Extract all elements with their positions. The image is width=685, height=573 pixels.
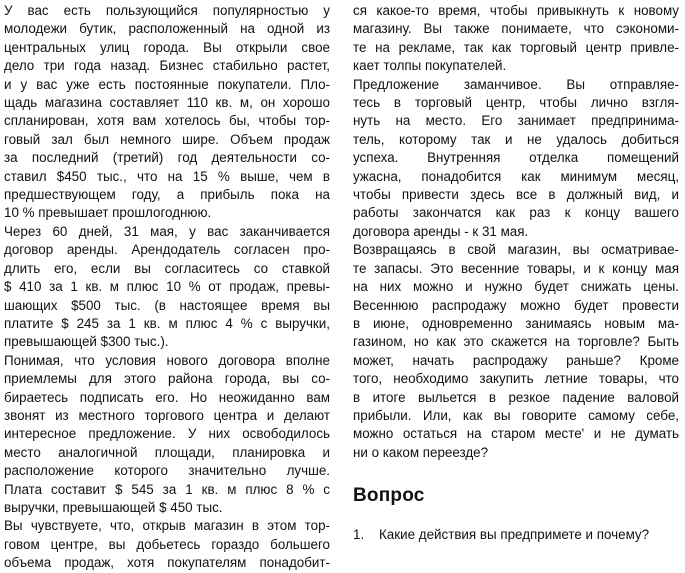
text-line: молодежи бутик, расположенный на одной из — [4, 21, 330, 37]
text-line: спланирован, хотя вам хотелось бы, чтобы тор- — [4, 113, 330, 129]
text-line: успеха. Внутренняя отделка помещений — [353, 150, 679, 166]
text-line: щадь магазина составляет 110 кв. м, он хорошо — [4, 95, 330, 111]
text-line: газином, но как это скажется на торговле? Быть — [353, 334, 679, 350]
text-line: $ 410 за 1 кв. м плюс 10 % от продаж, превы- — [4, 279, 330, 295]
left-text-column — [4, 2, 330, 573]
text-line: работы закончатся как раз к концу вашего — [353, 205, 679, 221]
right-text-column — [353, 2, 679, 462]
question-text: Какие действия вы предпримете и почему? — [379, 527, 650, 542]
text-line: превышающей $300 тыс.). — [4, 334, 169, 350]
text-line: У вас есть пользующийся популярностью у — [4, 3, 330, 18]
question-number: 1. — [353, 527, 365, 542]
text-line: говый зал был немного шире. Объем продаж — [4, 131, 330, 147]
text-line: того, необходимо закупить летние товары, что — [353, 371, 679, 387]
text-line: дело три года назад. Бизнес стабильно растет, — [4, 58, 330, 74]
text-line: Понимая, что условия нового договора вполне — [4, 352, 330, 368]
text-line: нуть на место. Его занимает предпринима- — [353, 113, 679, 129]
text-line: Предложение заманчивое. Вы отправляе- — [353, 76, 679, 92]
text-line: на них можно и нужно будет снижать цены. — [353, 279, 679, 295]
text-line: ставил $450 тыс., что на 15 % выше, чем в — [4, 168, 330, 184]
text-line: прибыли. Или, как вы говорите самому себе, — [353, 407, 679, 423]
question-item — [353, 526, 679, 544]
text-line: приемлемы для этого района города, вы со- — [4, 371, 330, 387]
text-line: в июне, одновременно занимаясь новым ма- — [353, 315, 679, 331]
text-line: интересное предложение. У них освободилось — [4, 426, 330, 442]
text-line: те на рекламе, так как торговый центр привле- — [353, 39, 679, 55]
text-line: и у вас уже есть постоянные покупатели. Пло- — [4, 76, 330, 92]
text-line: предшествующем году, а прибыль пока на — [4, 187, 330, 203]
text-line: в итоге выльется в резкое падение валовой — [353, 389, 679, 405]
text-line: ужасна, понадобится как минимум месяц, — [353, 168, 679, 184]
text-line: те запасы. Это весенние товары, и к концу мая — [353, 260, 679, 276]
text-line: шающих $500 тыс. (в настоящее время вы — [4, 297, 330, 313]
text-line: договор аренды. Арендодатель согласен про- — [4, 242, 330, 258]
text-line: чтобы привести здесь все в должный вид, и — [353, 187, 679, 203]
text-line: ни о каком переезде? — [353, 444, 489, 460]
text-line: Плата составит $ 545 за 1 кв. м плюс 8 % с — [4, 481, 330, 497]
text-line: тесь в торговый центр, чтобы лично взгля- — [353, 95, 679, 111]
text-line: выручки, превышающей $ 450 тыс. — [4, 499, 223, 515]
text-line: расположение которого значительно лучше. — [4, 463, 330, 479]
text-line: длить его, если вы согласитесь со ставкой — [4, 260, 330, 276]
text-line: можно остаться на старом месте' и не думать — [353, 426, 679, 442]
text-line: договора аренды - к 31 мая. — [353, 223, 529, 239]
text-line: звонят из местного торгового центра и делают — [4, 407, 330, 423]
text-line: магазину. Вы также понимаете, что сэкономи- — [353, 21, 679, 37]
text-line: объема продаж, хотя покупателям понадобит- — [4, 555, 330, 571]
question-heading: Вопрос — [353, 485, 425, 506]
text-line: центральных улиц города. Вы открыли свое — [4, 39, 330, 55]
text-line: 10 % превышает прошлогоднюю. — [4, 205, 212, 221]
text-line: Весеннюю распродажу можно будет провести — [353, 297, 679, 313]
text-line: место аналогичной площади, планировка и — [4, 444, 330, 460]
text-line: Возвращаясь в свой магазин, вы осматривае- — [353, 242, 679, 258]
text-line: тель, которому так и не удалось добиться — [353, 131, 679, 147]
text-line: Через 60 дней, 31 мая, у вас заканчивается — [4, 223, 330, 239]
text-line: платите $ 245 за 1 кв. м плюс 4 % с выручки, — [4, 315, 330, 331]
text-line: бираетесь подписать его. Но неожиданно вам — [4, 389, 330, 405]
text-line: кает толпы покупателей. — [353, 58, 507, 74]
text-line: ся какое-то время, чтобы привыкнуть к новому — [353, 3, 679, 18]
text-line: может, начать распродажу раньше? Кроме — [353, 352, 679, 368]
text-line: за последний (третий) год деятельности со- — [4, 150, 330, 166]
text-line: говом центре, вы добьетесь гораздо большего — [4, 536, 330, 552]
text-line: Вы чувствуете, что, открыв магазин в этом тор- — [4, 518, 330, 534]
